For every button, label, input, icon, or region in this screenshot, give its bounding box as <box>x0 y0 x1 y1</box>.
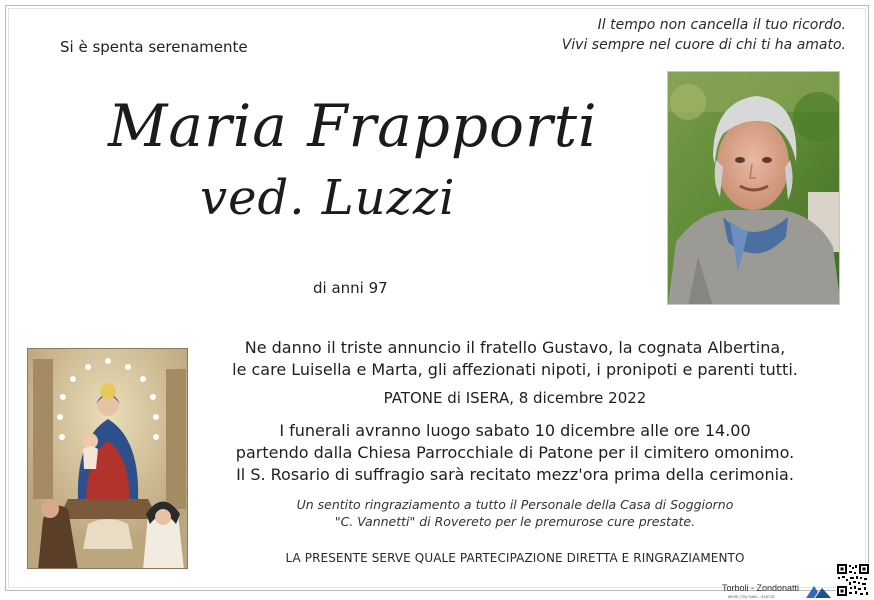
deceased-married-name: ved. Luzzi <box>200 170 456 226</box>
thanks-note <box>200 496 830 530</box>
madonna-image <box>27 348 188 569</box>
portrait-photo <box>667 71 840 305</box>
qr-code-icon[interactable] <box>836 563 870 597</box>
intro-text: Si è spenta serenamente <box>60 38 248 56</box>
memorial-quote <box>562 15 846 55</box>
agency-contact: MORI (TN) 0464 - 918715 <box>728 594 775 599</box>
agency-logo-icon <box>805 584 832 598</box>
agency-name: Torboli - Zondonatti <box>722 583 800 593</box>
deceased-age: di anni 97 <box>313 279 388 297</box>
closing-statement: LA PRESENTE SERVE QUALE PARTECIPAZIONE DIRETTA E RINGRAZIAMENTO <box>285 551 745 565</box>
quote-line-1: Il tempo non cancella il tuo ricordo. <box>597 17 846 33</box>
funeral-line-2: partendo dalla Chiesa Parrocchiale di Patone per il cimitero omonimo. <box>235 443 795 462</box>
deceased-name: Maria Frapporti <box>108 92 598 160</box>
funeral-line-1: I funerali avranno luogo sabato 10 dicembre alle ore 14.00 <box>279 421 751 440</box>
announcement-line-1: Ne danno il triste annuncio il fratello Gustavo, la cognata Albertina, <box>244 338 786 357</box>
thanks-line-1: Un sentito ringraziamento a tutto il Personale della Casa di Soggiorno <box>296 497 734 512</box>
funeral-line-3: Il S. Rosario di suffragio sarà recitato mezz'ora prima della cerimonia. <box>236 465 794 484</box>
announcement-line-2: le care Luisella e Marta, gli affezionati nipoti, i pronipoti e parenti tutti. <box>232 360 798 379</box>
announcement <box>200 337 830 381</box>
funeral-details <box>200 420 830 486</box>
quote-line-2: Vivi sempre nel cuore di chi ti ha amato. <box>561 37 846 53</box>
thanks-line-2: "C. Vannetti" di Rovereto per le premurose cure prestate. <box>334 514 696 529</box>
place-date: PATONE di ISERA, 8 dicembre 2022 <box>383 389 647 407</box>
